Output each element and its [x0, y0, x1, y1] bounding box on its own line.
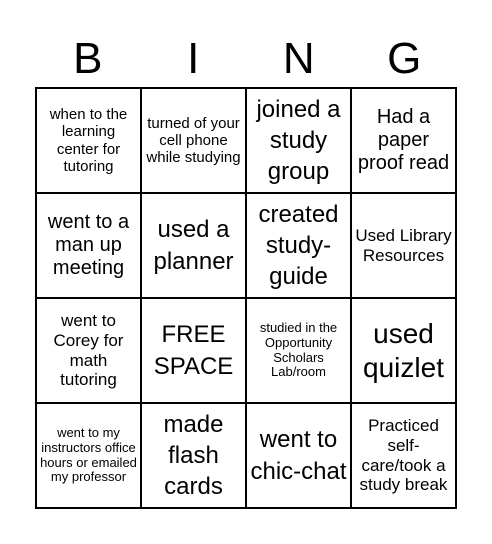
bingo-cell-r2c4[interactable]	[351, 193, 456, 298]
bingo-cell-r1c2[interactable]	[141, 88, 246, 193]
bingo-cell-r4c4[interactable]	[351, 403, 456, 508]
bingo-header	[35, 34, 457, 84]
bingo-cell-text: when to the learning center for tutoring	[49, 106, 128, 175]
bingo-cell-r3c3[interactable]	[246, 298, 351, 403]
bingo-cell-r2c3[interactable]	[246, 193, 351, 298]
bingo-cell-text: went to chic-chat	[250, 426, 347, 485]
bingo-cell-r1c1[interactable]	[36, 88, 141, 193]
bingo-cell-text: used a planner	[153, 216, 234, 275]
bingo-cell-text: FREE SPACE	[153, 321, 234, 380]
bingo-cell-text: made flash cards	[163, 410, 224, 501]
bingo-cell-r4c3[interactable]	[246, 403, 351, 508]
header-letter-i: I	[187, 34, 200, 83]
bingo-cell-r3c1[interactable]	[36, 298, 141, 403]
bingo-cell-text: turned of your cell phone while studying	[146, 114, 241, 167]
bingo-cell-text: Had a paper proof read	[357, 106, 450, 174]
bingo-cell-text: went to Corey for math tutoring	[53, 311, 124, 390]
bingo-cell-r1c4[interactable]	[351, 88, 456, 193]
bingo-cell-text: used quizlet	[363, 317, 444, 383]
bingo-cell-text: went to my instructors office hours or emailed my professor	[40, 424, 137, 485]
bingo-cell-r2c2[interactable]	[141, 193, 246, 298]
bingo-cell-r2c1[interactable]	[36, 193, 141, 298]
bingo-cell-text: joined a study group	[256, 95, 341, 186]
header-letter-b: B	[73, 34, 103, 83]
bingo-cell-r1c3[interactable]	[246, 88, 351, 193]
bingo-cell-text: created study-guide	[258, 200, 339, 291]
header-letter-n: N	[282, 34, 315, 83]
bingo-cell-r4c1[interactable]	[36, 403, 141, 508]
bingo-cell-text: Practiced self-care/took a study break	[359, 416, 448, 495]
bingo-cell-r4c2[interactable]	[141, 403, 246, 508]
header-letter-g: G	[387, 34, 422, 83]
bingo-grid	[35, 87, 457, 509]
bingo-cell-text: studied in the Opportunity Scholars Lab/room	[259, 319, 338, 380]
bingo-cell-r3c4[interactable]	[351, 298, 456, 403]
bingo-cell-r3c2[interactable]	[141, 298, 246, 403]
bingo-cell-text: Used Library Resources	[355, 225, 452, 265]
bingo-cell-text: went to a man up meeting	[47, 211, 130, 279]
